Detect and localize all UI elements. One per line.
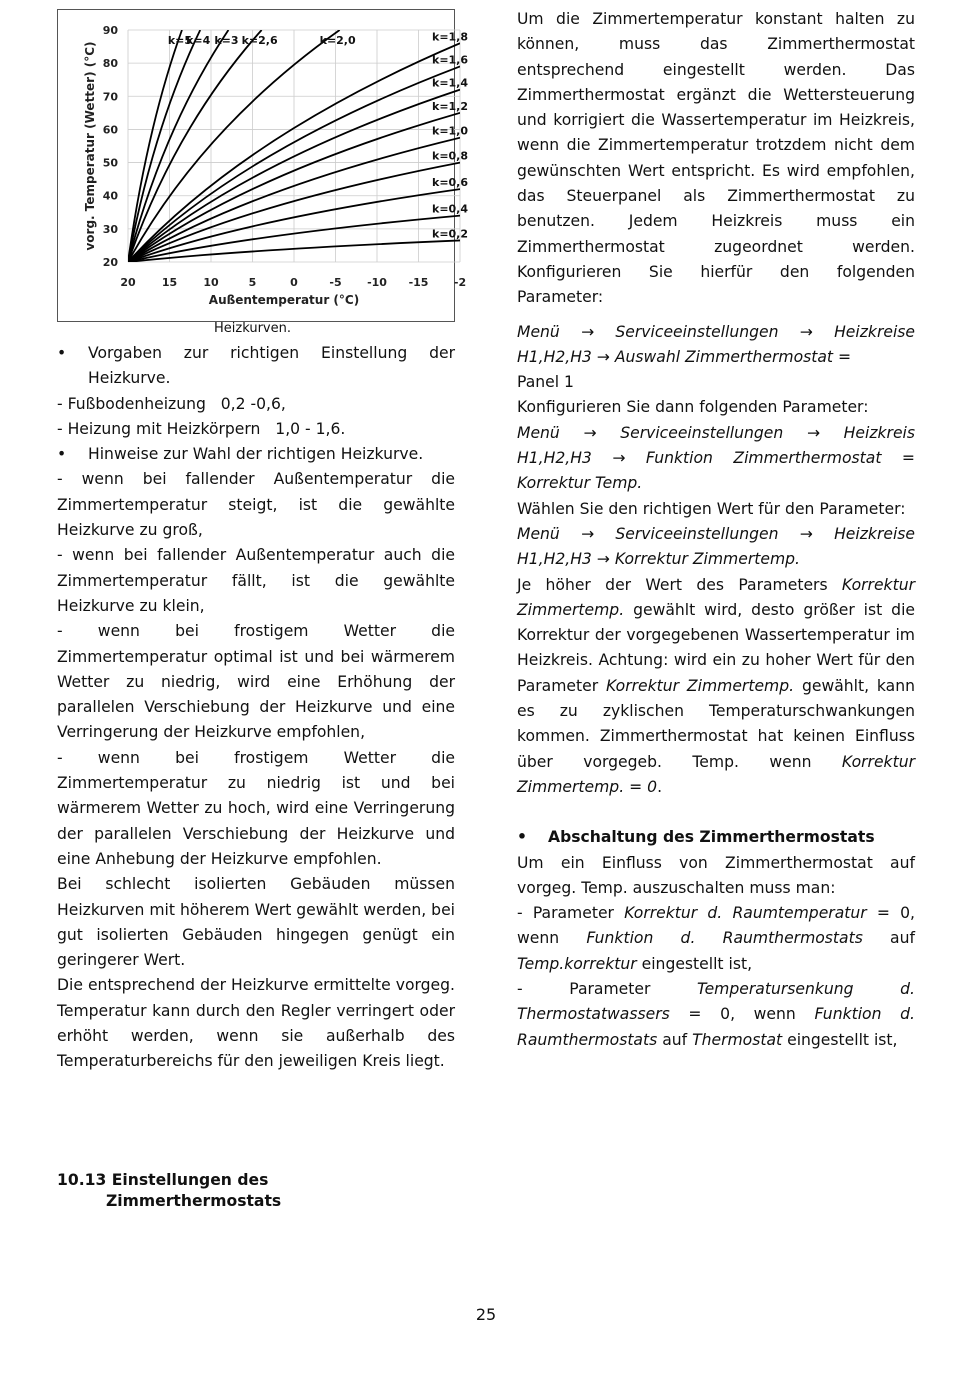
y-tick-label: 90 xyxy=(102,24,118,37)
section-heading xyxy=(57,1170,455,1212)
section-heading-line1: 10.13 Einstellungen des xyxy=(57,1171,269,1189)
menu-path-select-thermostat: Menü → Serviceeinstellungen → Heizkreise H1,H2,H3 → Auswahl Zimmerthermostat = xyxy=(517,322,915,366)
series-label: k=0,8 xyxy=(432,149,469,163)
hint-curve-too-high: - wenn bei fallender Außentemperatur die Zimmertemperatur steigt, ist die gewählte Heizkurve zu groß, xyxy=(57,470,455,540)
section-heading-line2: Zimmerthermostats xyxy=(106,1192,282,1210)
right-column xyxy=(517,7,915,1053)
y-tick-label: 70 xyxy=(102,90,118,104)
y-tick-label: 30 xyxy=(102,222,118,236)
bullet-thermostat-shutdown: • Abschaltung des Zimmerthermostats xyxy=(517,825,915,850)
series-label: k=1,0 xyxy=(432,124,469,138)
x-tick-label: 0 xyxy=(290,276,298,289)
x-tick-label: -5 xyxy=(329,276,342,289)
room-thermostat-intro: Um die Zimmertemperatur konstant halten zu können, muss das Zimmerthermostat entsprechend eingestellt werden. Das Zimmerthermostat ergänzt die Wettersteuerung und korrigiert die Wassertemperatur im Heizkreis, wenn die Zimmertemperatur trotzdem nicht dem gewünschten Wert entspricht. Es wird empfohlen, das Steuerpanel als Zimmerthermostat zu benutzen. Jedem Heizkreis muss ein Zimmerthermostat zugeordnet werden. Konfigurieren Sie hierfür den folgenden Parameter: xyxy=(517,10,915,307)
series-label: k=1,8 xyxy=(432,30,469,44)
bullet-heating-curve-settings: • Vorgaben zur richtigen Einstellung der Heizkurve. xyxy=(57,341,455,392)
configure-next-text: Konfigurieren Sie dann folgenden Parameter: xyxy=(517,398,869,417)
y-tick-label: 40 xyxy=(102,189,118,203)
x-tick-label: -15 xyxy=(408,276,429,289)
floor-heating-range: - Fußbodenheizung 0,2 -0,6, xyxy=(57,394,286,413)
x-tick-label: 10 xyxy=(203,276,219,289)
correction-explanation: Je höher der Wert des Parameters Korrektur Zimmertemp. gewählt wird, desto größer ist die Korrektur der vorgegebenen Wassertemperatur im Heizkreis. Achtung: wird ein zu hoher Wert für den Parameter Korrektur Zimmertemp. gewählt, kann es zu zyklischen Temperaturschwankungen kommen. Zimmerthermostat hat keinen Einfluss über vorgegeb. Temp. wenn Korrektur Zimmertemp. = 0. xyxy=(517,575,915,796)
heating-curves-svg xyxy=(58,10,469,321)
hint-raise-shift: - wenn bei frostigem Wetter die Zimmertemperatur optimal ist und bei wärmerem Wetter zu niedrig, wird eine Erhöhung der parallelen Verschiebung der Heizkurve und eine Verringerung der Heizkurve empfohlen, xyxy=(57,622,455,742)
series-line-k-4 xyxy=(128,30,200,262)
shutdown-intro: Um ein Einfluss von Zimmerthermostat auf vorgeg. Temp. auszuschalten muss man: xyxy=(517,853,915,897)
hint-lower-shift: - wenn bei frostigem Wetter die Zimmertemperatur zu niedrig ist und bei wärmerem Wetter zu hoch, wird eine Verringerung der parallelen Verschiebung der Heizkurve und eine Anhebung der Heizkurve empfohlen. xyxy=(57,748,455,868)
series-label: k=4 xyxy=(186,34,211,47)
series-label: k=2,6 xyxy=(241,34,278,47)
series-label: k=5 xyxy=(167,34,193,47)
x-axis-label: Außentemperatur (°C) xyxy=(208,293,360,307)
x-tick-label: 5 xyxy=(248,276,257,289)
y-tick-label: 50 xyxy=(102,156,118,170)
shutdown-step-1: - Parameter Korrektur d. Raumtemperatur = 0, wenn Funktion d. Raumthermostats auf Temp.korrektur eingestellt ist, xyxy=(517,904,915,973)
hint-curve-too-low: - wenn bei fallender Außentemperatur auch die Zimmertemperatur fällt, ist die gewählte Heizkurve zu klein, xyxy=(57,546,455,615)
x-tick-label: -10 xyxy=(367,276,387,289)
page-number: 25 xyxy=(475,1305,497,1324)
choose-value-text: Wählen Sie den richtigen Wert für den Parameter: xyxy=(517,499,906,518)
series-label: k=1,4 xyxy=(432,76,469,90)
shutdown-step-2: - Parameter Temperatursenkung d. Thermostatwassers = 0, wenn Funktion d. Raumthermostats auf Thermostat eingestellt ist, xyxy=(517,979,915,1049)
y-tick-label: 80 xyxy=(102,57,118,71)
series-label: k=1,2 xyxy=(432,99,469,113)
series-label: k=2,0 xyxy=(319,34,356,47)
series-label: k=0,4 xyxy=(432,202,469,216)
series-label: k=0,6 xyxy=(432,176,469,190)
series-label: k=1,6 xyxy=(432,53,469,67)
bullet-heating-curve-hints: • Hinweise zur Wahl der richtigen Heizkurve. xyxy=(57,442,455,467)
regulator-note: Die entsprechend der Heizkurve ermittelte vorgeg. Temperatur kann durch den Regler verringert oder erhöht werden, wenn sie außerhalb des Temperaturbereichs für den jeweiligen Kreis liegt. xyxy=(57,976,455,1071)
insulation-note: Bei schlecht isolierten Gebäuden müssen Heizkurven mit höherem Wert gewählt werden, bei gut isolierten Gebäuden hingegen genügt ein geringerer Wert. xyxy=(57,875,455,970)
y-axis-label: vorg. Temperatur (Wetter) (°C) xyxy=(83,41,97,251)
x-tick-label: 15 xyxy=(161,276,178,289)
menu-path-room-correction: Menü → Serviceeinstellungen → Heizkreise H1,H2,H3 → Korrektur Zimmertemp. xyxy=(517,524,915,569)
x-tick-label: -2 xyxy=(453,276,467,289)
x-tick-label: 20 xyxy=(120,276,136,289)
menu-path-select-value: Panel 1 xyxy=(517,373,574,392)
radiator-heating-range: - Heizung mit Heizkörpern 1,0 - 1,6. xyxy=(57,419,346,438)
chart-caption: Heizkurven. xyxy=(214,321,291,336)
series-label: k=3 xyxy=(214,34,239,47)
y-tick-label: 20 xyxy=(102,256,118,269)
heating-curves-chart xyxy=(57,9,469,322)
menu-path-thermostat-function: Menü → Serviceeinstellungen → Heizkreis H1,H2,H3 → Funktion Zimmerthermostat = Korrektur Temp. xyxy=(517,423,915,493)
series-label: k=0,2 xyxy=(432,227,469,241)
y-tick-label: 60 xyxy=(102,123,118,137)
